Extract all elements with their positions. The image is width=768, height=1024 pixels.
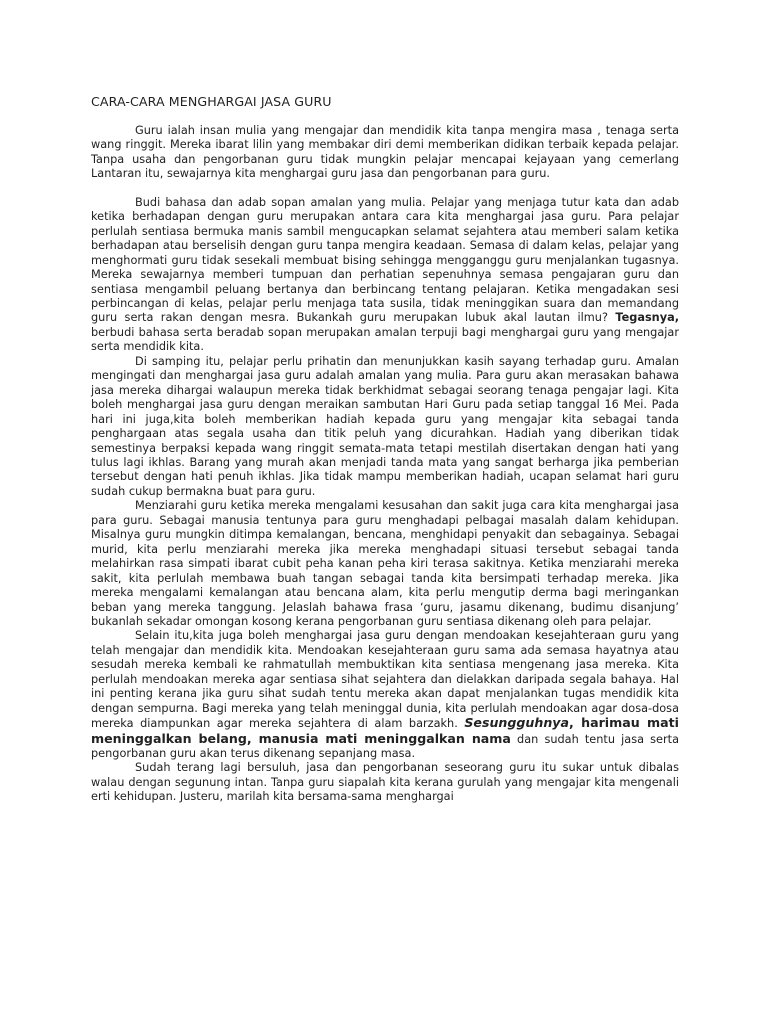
emphasis-peribahasa: , harimau mati meninggalkan belang, manusia mati meninggalkan nama <box>91 715 679 746</box>
emphasis-sesungguhnya: Sesungguhnya <box>464 715 570 731</box>
paragraph-budi-bahasa <box>91 196 679 355</box>
paragraph-text: Guru ialah insan mulia yang mengajar dan mendidik kita tanpa mengira masa , tenaga serta wang ringgit. Mereka ibarat lilin yang membakar diri demi memberikan didikan terbaik kepada pelajar. Tanpa usaha dan pengorbanan guru tidak mungkin pelajar mencapai kejayaan yang cemerlang Lantaran itu, sewajarnya kita menghargai guru jasa dan pengorbanan para guru. <box>91 124 679 181</box>
paragraph-text: Sudah terang lagi bersuluh, jasa dan pengorbanan seseorang guru itu sukar untuk dibalas walau dengan segunung intan. Tanpa guru siapalah kita kerana gurulah yang mengajar kita mengenali erti kehidupan. Justeru, marilah kita bersama-sama menghargai <box>91 761 679 804</box>
paragraph-mendoakan <box>91 629 679 761</box>
document-page <box>91 94 679 805</box>
emphasis-tegasnya: Tegasnya, <box>615 311 679 325</box>
paragraph-prihatin <box>91 355 679 500</box>
paragraph-text: berbudi bahasa serta beradab sopan merupakan amalan terpuji bagi menghargai guru yang mengajar serta mendidik kita. <box>91 325 679 354</box>
paragraph-text: Menziarahi guru ketika mereka mengalami kesusahan dan sakit juga cara kita menghargai jasa para guru. Sebagai manusia tentunya para guru menghadapi pelbagai masalah dalam kehidupan. Misalnya guru mungkin ditimpa kemalangan, bencana, menghidapi penyakit dan sebagainya. Sebagai murid, kita perlu menziarahi mereka jika mereka menghadapi situasi tersebut sebagai tanda melahirkan rasa simpati ibarat cubit peha kanan peha kiri terasa sakitnya. Ketika menziarahi mereka sakit, kita perlulah membawa buah tangan sebagai tanda kita bersimpati terhadap mereka. Jika mereka mengalami kemalangan atau bencana alam, kita perlu mengutip derma bagi meringankan beban yang mereka tanggung. Jelaslah bahawa frasa ‘guru, jasamu dikenang, budimu disanjung’ bukanlah sekadar omongan kosong kerana pengorbanan guru sentiasa dikenang oleh para pelajar. <box>91 499 679 628</box>
paragraph-text: Di samping itu, pelajar perlu prihatin dan menunjukkan kasih sayang terhadap guru. Amalan mengingati dan menghargai jasa guru adalah amalan yang mulia. Para guru akan merasakan bahawa jasa mereka dihargai walaupun mereka tidak berkhidmat sebagai seorang tenaga pengajar lagi. Kita boleh menghargai jasa guru dengan meraikan sambutan Hari Guru pada setiap tanggal 16 Mei. Pada hari ini juga,kita boleh memberikan hadiah kepada guru yang mengajar kita sebagai tanda penghargaan atas segala usaha dan titik peluh yang dicurahkan. Hadiah yang diberikan tidak semestinya berpaksi kepada wang ringgit semata-mata tetapi mestilah disertakan dengan hati yang tulus lagi ikhlas. Barang yang murah akan menjadi tanda mata yang sangat berharga jika pemberian tersebut dengan hati penuh ikhlas. Jika tidak mampu memberikan hadiah, ucapan selamat hari guru sudah cukup bermakna buat para guru. <box>91 354 679 498</box>
paragraph-text: dan sudah tentu jasa serta pengorbanan guru akan terus dikenang sepanjang masa. <box>91 732 679 761</box>
paragraph-conclusion <box>91 761 679 804</box>
paragraph-text: Budi bahasa dan adab sopan amalan yang mulia. Pelajar yang menjaga tutur kata dan adab ketika berhadapan dengan guru merupakan antara cara kita menghargai jasa guru. Para pelajar perlulah sentiasa bermuka manis sambil mengucapkan selamat sejahtera atau memberi salam ketika berhadapan atau berselisih dengan guru tanpa mengira keadaan. Semasa di dalam kelas, pelajar yang menghormati guru tidak sesekali membuat bising sehingga mengganggu guru menjalankan tugasnya. Mereka sewajarnya memberi tumpuan dan perhatian sepenuhnya semasa pengajaran guru dan sentiasa mengambil peluang bertanya dan berbincang tentang pelajaran. Ketika mengadakan sesi perbincangan di kelas, pelajar perlu menjaga tata susila, tidak meninggikan suara dan memandang guru serta rakan dengan mesra. Bukankah guru merupakan lubuk akal lautan ilmu? <box>91 195 679 325</box>
paragraph-text: Selain itu,kita juga boleh menghargai jasa guru dengan mendoakan kesejahteraan guru yang telah mengajar dan mendidik kita. Mendoakan kesejahteraan guru sama ada semasa hayatnya atau sesudah mereka kembali ke rahmatullah membuktikan kita sentiasa mengenang jasa mereka. Kita perlulah mendoakan mereka agar sentiasa sihat sejahtera dan dielakkan daripada segala bahaya. Hal ini penting kerana jika guru sihat sudah tentu mereka akan dapat menjalankan tugas mendidik kita dengan sempurna. Bagi mereka yang telah meninggal dunia, kita perlulah mendoakan agar dosa-dosa mereka diampunkan agar mereka sejahtera di alam barzakh. <box>91 629 679 731</box>
paragraph-menziarahi <box>91 499 679 629</box>
document-title: CARA-CARA MENGHARGAI JASA GURU <box>91 94 332 109</box>
paragraph-intro <box>91 124 679 182</box>
